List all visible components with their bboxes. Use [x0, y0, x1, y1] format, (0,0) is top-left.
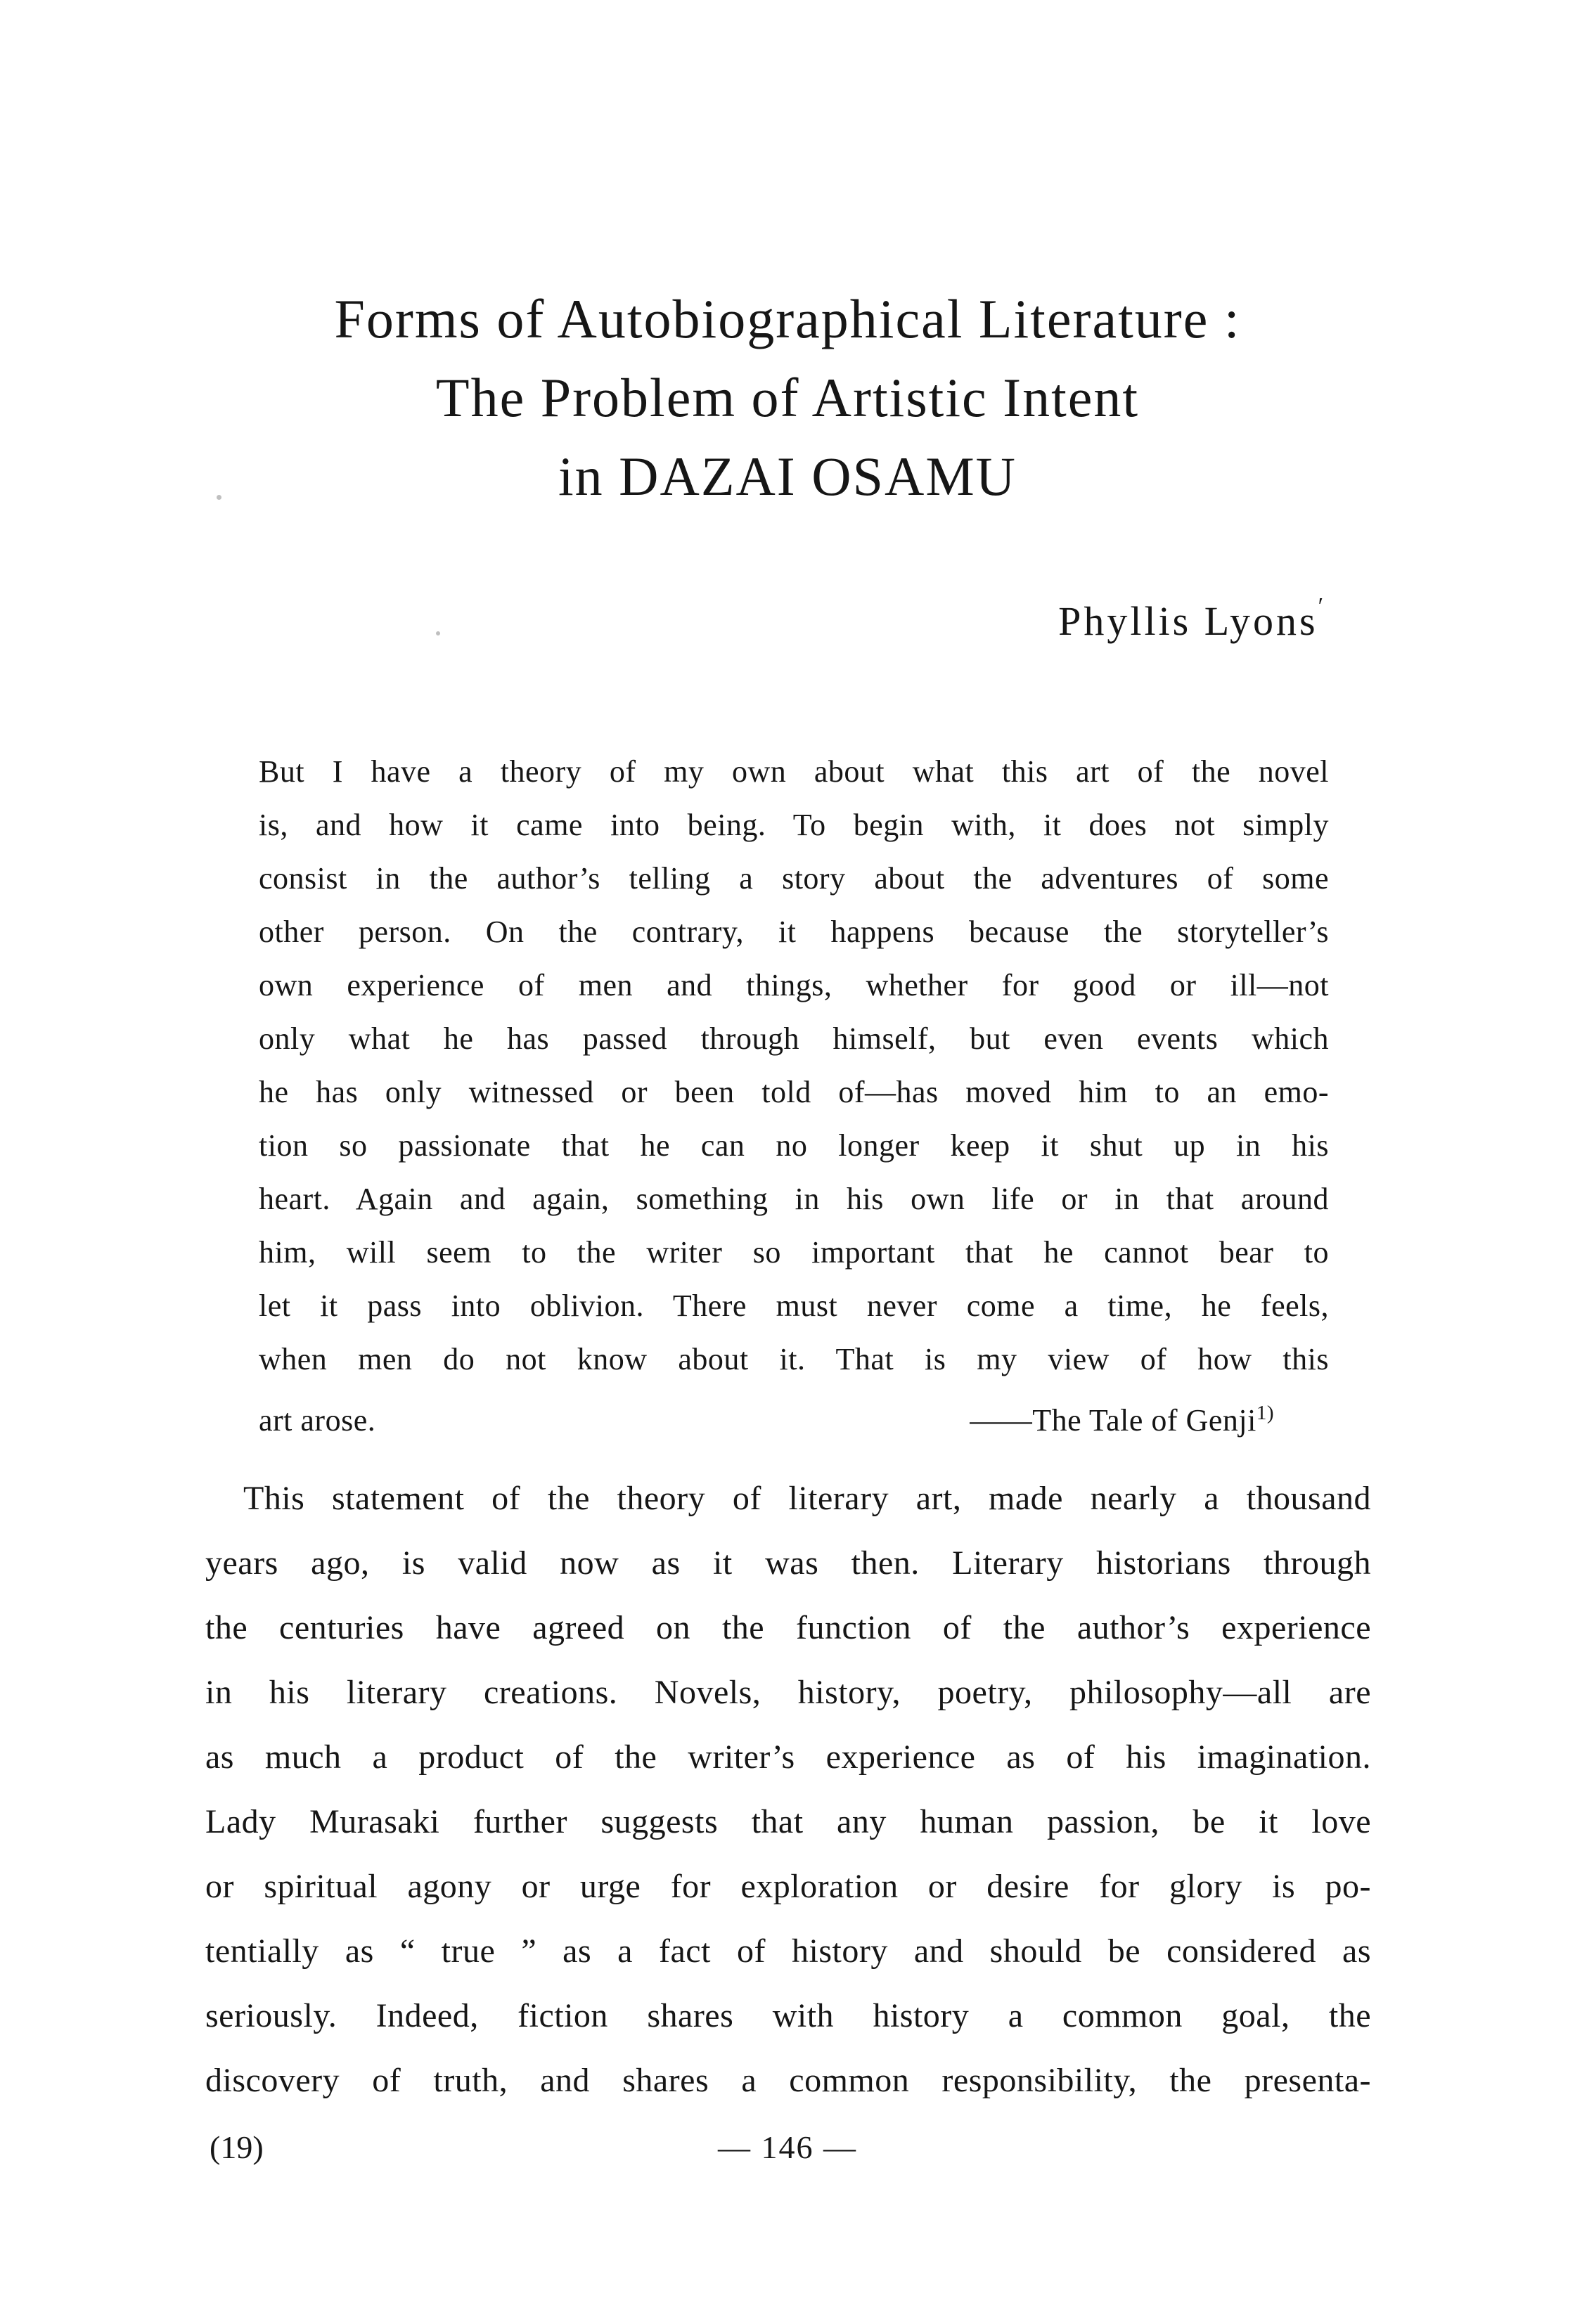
text-line: The Problem of Artistic Intent	[435, 367, 1140, 428]
text-line: discovery of truth, and shares a common responsibility, the presenta-	[205, 2062, 1371, 2099]
author-name: Phyllis Lyons	[1058, 598, 1318, 644]
body-paragraph	[205, 1466, 1371, 2113]
scan-speck	[436, 631, 440, 635]
text-line: consist in the author’s telling a story about the adventures of some	[259, 861, 1329, 896]
author-note-mark: ′	[1318, 593, 1323, 619]
author-byline	[1058, 593, 1323, 645]
text-line: in his literary creations. Novels, history, poetry, philosophy—all are	[205, 1674, 1371, 1711]
text-line: the centuries have agreed on the function of the author’s experience	[205, 1609, 1371, 1646]
epigraph-last-line	[259, 1386, 1329, 1447]
text-line: But I have a theory of my own about what this art of the novel	[259, 754, 1329, 789]
epigraph-closing-text: art arose.	[259, 1403, 376, 1438]
text-line: or spiritual agony or urge for exploration or desire for glory is po-	[205, 1868, 1371, 1905]
text-line: tion so passionate that he can no longer keep it shut up in his	[259, 1128, 1329, 1163]
page-footer	[205, 2129, 1370, 2178]
text-line: own experience of men and things, whether for good or ill—not	[259, 968, 1329, 1002]
epigraph-lines	[259, 745, 1329, 1386]
article-title	[0, 280, 1575, 516]
text-line: years ago, is valid now as it was then. Literary historians through	[205, 1544, 1371, 1582]
attribution-source: The Tale of Genji	[1032, 1403, 1256, 1438]
footer-page-number: — 146 —	[718, 2129, 857, 2165]
text-line: let it pass into oblivion. There must never come a time, he feels,	[259, 1289, 1329, 1323]
text-line: seriously. Indeed, fiction shares with history a common goal, the	[205, 1997, 1371, 2034]
footer-issue-number: (19)	[210, 2129, 264, 2165]
attribution-footnote-number: 1)	[1256, 1402, 1274, 1424]
text-line: other person. On the contrary, it happens because the storyteller’s	[259, 915, 1329, 949]
text-line: only what he has passed through himself, but even events which	[259, 1021, 1329, 1056]
epigraph-quote	[259, 745, 1329, 1447]
scan-speck	[217, 495, 221, 500]
text-line: he has only witnessed or been told of—has moved him to an emo-	[259, 1075, 1329, 1109]
text-line: is, and how it came into being. To begin with, it does not simply	[259, 808, 1329, 842]
text-line: This statement of the theory of literary art, made nearly a thousand	[243, 1480, 1371, 1517]
text-line: when men do not know about it. That is my view of how this	[259, 1342, 1329, 1376]
text-line: Lady Murasaki further suggests that any human passion, be it love	[205, 1803, 1371, 1840]
text-line: heart. Again and again, something in his own life or in that around	[259, 1182, 1329, 1216]
attribution-dash: ——	[970, 1403, 1033, 1438]
epigraph-attribution	[970, 1386, 1329, 1447]
text-line: as much a product of the writer’s experience as of his imagination.	[205, 1738, 1371, 1776]
text-line: in DAZAI OSAMU	[558, 446, 1017, 507]
text-line: Forms of Autobiographical Literature :	[334, 288, 1241, 349]
text-line: tentially as “ true ” as a fact of history and should be considered as	[205, 1932, 1371, 1970]
text-line: him, will seem to the writer so important that he cannot bear to	[259, 1235, 1329, 1270]
